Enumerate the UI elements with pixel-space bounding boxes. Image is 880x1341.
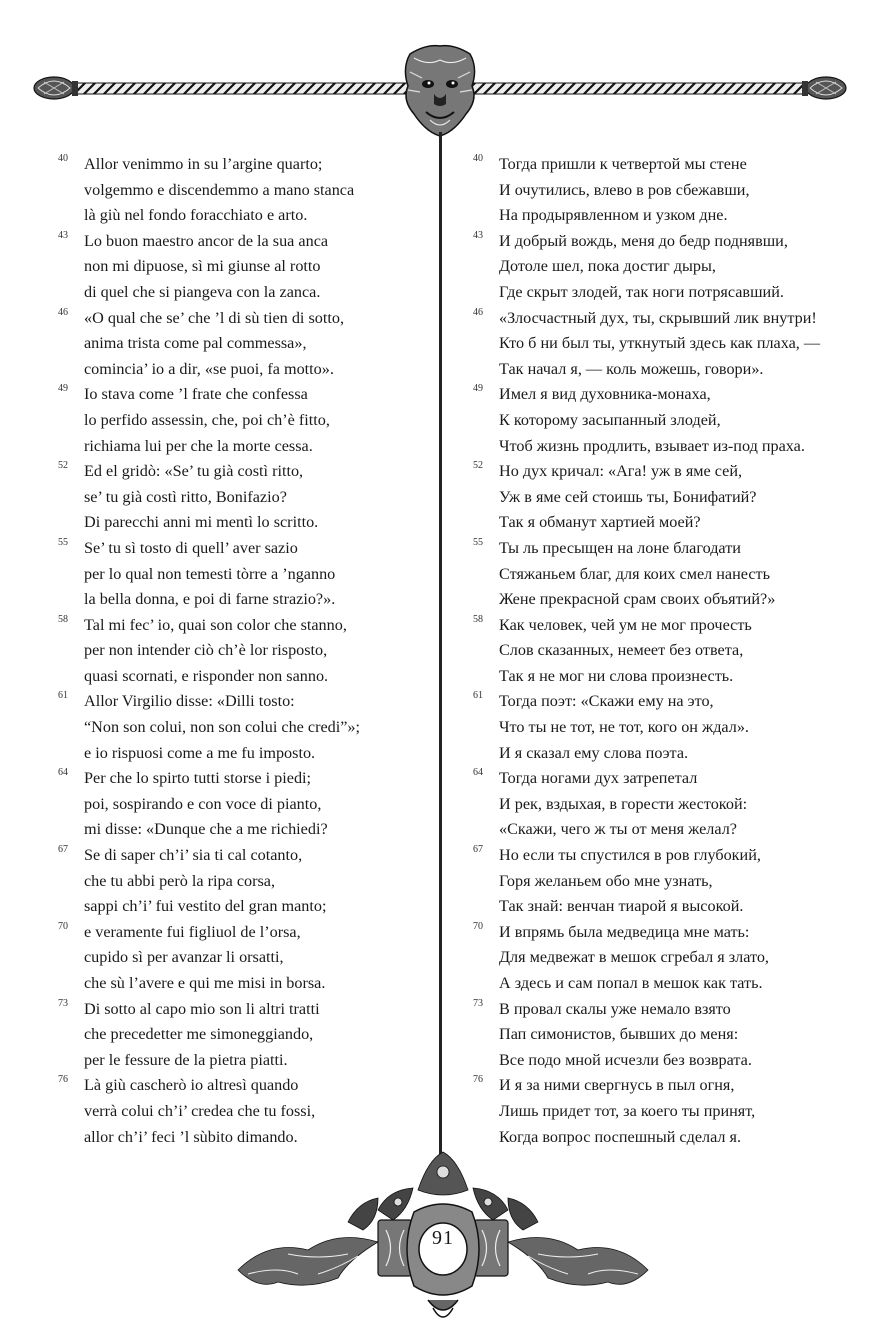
russian-tercet (473, 152, 853, 229)
verse-line: Di sotto al capo mio son li altri tratti (84, 999, 320, 1018)
italian-tercet (58, 229, 428, 306)
russian-tercet (473, 1073, 853, 1150)
verse-line: Кто б ни был ты, уткнутый здесь как плаха, — (499, 334, 821, 353)
column-divider (439, 132, 442, 1162)
verse-line: Ты ль пресыщен на лоне благодати (499, 538, 741, 557)
italian-tercet (58, 306, 428, 383)
russian-tercet (473, 229, 853, 306)
verse-number: 64 (58, 767, 68, 779)
russian-tercet (473, 843, 853, 920)
verse-line: Жене прекрасной срам своих объятий?» (499, 590, 776, 609)
verse-line: richiama lui per che la morte cessa. (84, 436, 313, 455)
russian-tercet (473, 613, 853, 690)
verse-line: e io rispuosi come a me fu imposto. (84, 743, 316, 762)
verse-line: Ed el gridò: «Se’ tu già costì ritto, (84, 462, 304, 481)
verse-number: 67 (58, 844, 68, 856)
russian-tercet (473, 306, 853, 383)
verse-line: Di parecchi anni mi mentì lo scritto. (84, 513, 319, 532)
verse-line: comincia’ io a dir, «se puoi, fa motto». (84, 359, 334, 378)
verse-line: Лишь придет тот, за коего ты принят, (499, 1101, 756, 1120)
verse-line: «Скажи, чего ж ты от меня желал? (499, 820, 737, 839)
verse-line: Для медвежат в мешок сгребал я злато, (499, 948, 769, 967)
lion-mask-icon (405, 46, 474, 136)
verse-line: Так я обманут хартией моей? (499, 513, 701, 532)
verse-line: per non intender ciò ch’è lor risposto, (84, 641, 328, 660)
verse-line: Lo buon maestro ancor de la sua anca (84, 231, 329, 250)
verse-number: 67 (473, 844, 483, 856)
verse-number: 70 (58, 920, 68, 932)
verse-line: di quel che si piangeva con la zanca. (84, 282, 321, 301)
italian-tercet (58, 920, 428, 997)
verse-number: 52 (473, 460, 483, 472)
verse-line: Тогда пришли к четвертой мы стене (499, 155, 747, 173)
verse-line: là giù nel fondo foracchiato e arto. (84, 206, 308, 225)
verse-line: «Злосчастный дух, ты, скрывший лик внутри! (499, 308, 817, 327)
verse-line: Так я не мог ни слова произнесть. (499, 666, 734, 685)
verse-line: cupido sì per avanzar li orsatti, (84, 948, 284, 967)
italian-tercet (58, 1073, 428, 1150)
russian-tercet (473, 382, 853, 459)
verse-line: e veramente fui figliuol de l’orsa, (84, 922, 301, 941)
verse-line: che sù l’avere e qui me misi in borsa. (84, 974, 326, 992)
russian-tercet (473, 920, 853, 997)
verse-line: la bella donna, e poi di farne strazio?». (84, 590, 336, 609)
verse-line: Имел я вид духовника-монаха, (499, 385, 711, 404)
verse-line: Тогда ногами дух затрепетал (499, 769, 698, 788)
page-number: 91 (432, 1227, 454, 1249)
verse-line: che tu abbi però la ripa corsa, (84, 871, 276, 890)
verse-line: Слов сказанных, немеет без ответа, (499, 641, 744, 660)
italian-tercet (58, 152, 428, 229)
verse-line: А здесь и сам попал в мешок как тать. (499, 974, 763, 992)
verse-number: 40 (473, 153, 483, 164)
verse-number: 49 (58, 383, 68, 395)
verse-number: 46 (58, 306, 68, 318)
verse-line: Что ты не тот, не тот, кого он ждал». (499, 718, 749, 737)
verse-line: К которому засыпанный злодей, (499, 410, 721, 429)
verse-line: Тогда поэт: «Скажи ему на это, (499, 692, 714, 711)
header-rope-ornament (30, 38, 850, 138)
verse-line: lo perfido assessin, che, poi ch’è fitto, (84, 410, 330, 429)
right-finial-icon (802, 77, 846, 99)
left-finial-icon (34, 77, 78, 99)
verse-number: 76 (473, 1074, 483, 1086)
verse-line: Как человек, чей ум не мог прочесть (499, 615, 752, 634)
verse-line: anima trista come pal commessa», (84, 334, 307, 353)
verse-number: 70 (473, 920, 483, 932)
italian-column (58, 152, 428, 1150)
russian-tercet (473, 536, 853, 613)
verse-line: Так начал я, — коль можешь, говори». (499, 359, 764, 378)
verse-number: 55 (473, 536, 483, 548)
verse-line: Уж в яме сей стоишь ты, Бонифатий? (499, 487, 757, 506)
verse-line: Io stava come ’l frate che confessa (84, 385, 308, 404)
verse-line: Дотоле шел, пока достиг дыры, (499, 257, 716, 276)
verse-line: Стяжаньем благ, для коих смел нанесть (499, 564, 771, 583)
verse-number: 73 (473, 997, 483, 1009)
verse-line: В провал скалы уже немало взято (499, 999, 731, 1018)
verse-number: 61 (58, 690, 68, 702)
russian-column (473, 152, 853, 1150)
verse-line: Все подо мной исчезли без возврата. (499, 1050, 752, 1069)
verse-line: Так знай: венчан тиарой я высокой. (499, 897, 744, 916)
russian-tercet (473, 689, 853, 766)
italian-tercet (58, 766, 428, 843)
verse-number: 55 (58, 536, 68, 548)
verse-number: 76 (58, 1074, 68, 1086)
russian-tercet (473, 997, 853, 1074)
verse-line: Allor Virgilio disse: «Dilli tosto: (84, 692, 295, 711)
verse-number: 73 (58, 997, 68, 1009)
verse-line: Когда вопрос поспешный сделал я. (499, 1127, 742, 1146)
italian-tercet (58, 689, 428, 766)
verse-line: «O qual che se’ che ’l di sù tien di sotto, (84, 308, 344, 327)
verse-line: И я за ними свергнусь в пыл огня, (499, 1076, 735, 1095)
verse-line: per le fessure de la pietra piatti. (84, 1050, 288, 1069)
verse-number: 49 (473, 383, 483, 395)
verse-line: И добрый вождь, меня до бедр поднявши, (499, 231, 788, 250)
verse-line: Пап симонистов, бывших до меня: (499, 1025, 739, 1044)
verse-line: non mi dipuose, sì mi giunse al rotto (84, 257, 321, 276)
verse-line: На продырявленном и узком дне. (499, 206, 728, 225)
verse-number: 58 (473, 613, 483, 625)
verse-line: Se di saper ch’i’ sia ti cal cotanto, (84, 846, 303, 865)
verse-line: Горя желаньем обо мне узнать, (499, 871, 713, 890)
verse-number: 46 (473, 306, 483, 318)
verse-line: sappi ch’i’ fui vestito del gran manto; (84, 897, 327, 916)
italian-tercet (58, 843, 428, 920)
verse-line: poi, sospirando e con voce di pianto, (84, 794, 322, 813)
verse-line: Là giù cascherò io altresì quando (84, 1076, 299, 1095)
verse-line: allor ch’i’ feci ’l sùbito dimando. (84, 1127, 298, 1146)
verse-line: Allor venimmo in su l’argine quarto; (84, 155, 323, 173)
verse-line: Где скрыт злодей, так ноги потрясавший. (499, 282, 784, 301)
verse-line: Но если ты спустился в ров глубокий, (499, 846, 761, 865)
italian-tercet (58, 997, 428, 1074)
verse-line: Se’ tu sì tosto di quell’ aver sazio (84, 538, 298, 557)
verse-line: И очутились, влево в ров сбежавши, (499, 180, 750, 199)
verse-line: И я сказал ему слова поэта. (499, 743, 689, 762)
russian-tercet (473, 766, 853, 843)
verse-line: Но дух кричал: «Ага! уж в яме сей, (499, 462, 743, 481)
verse-number: 52 (58, 460, 68, 472)
verse-line: se’ tu già costì ritto, Bonifazio? (84, 487, 287, 506)
verse-line: mi disse: «Dunque che a me richiedi? (84, 820, 328, 839)
verse-line: quasi scornati, e risponder non sanno. (84, 666, 329, 685)
verse-number: 43 (473, 229, 483, 241)
verse-number: 61 (473, 690, 483, 702)
italian-tercet (58, 459, 428, 536)
verse-number: 58 (58, 613, 68, 625)
verse-line: Чтоб жизнь продлить, взывает из-под праха. (499, 436, 805, 455)
verse-line: И рек, вздыхая, в горести жестокой: (499, 794, 748, 813)
italian-tercet (58, 613, 428, 690)
italian-tercet (58, 536, 428, 613)
verse-line: volgemmo e discendemmo a mano stanca (84, 180, 355, 199)
verse-line: Per che lo spirto tutti storse i piedi; (84, 769, 312, 788)
verse-line: verrà colui ch’i’ credea che tu fossi, (84, 1101, 316, 1120)
verse-line: Tal mi fec’ io, quai son color che stanno, (84, 615, 347, 634)
verse-line: “Non son colui, non son colui che credi”»; (84, 718, 361, 737)
verse-line: И впрямь была медведица мне мать: (499, 922, 750, 941)
italian-tercet (58, 382, 428, 459)
verse-number: 64 (473, 767, 483, 779)
verse-number: 40 (58, 153, 68, 164)
russian-tercet (473, 459, 853, 536)
verse-line: che precedetter me simoneggiando, (84, 1025, 314, 1044)
verse-line: per lo qual non temesti tòrre a ’nganno (84, 564, 336, 583)
verse-number: 43 (58, 229, 68, 241)
